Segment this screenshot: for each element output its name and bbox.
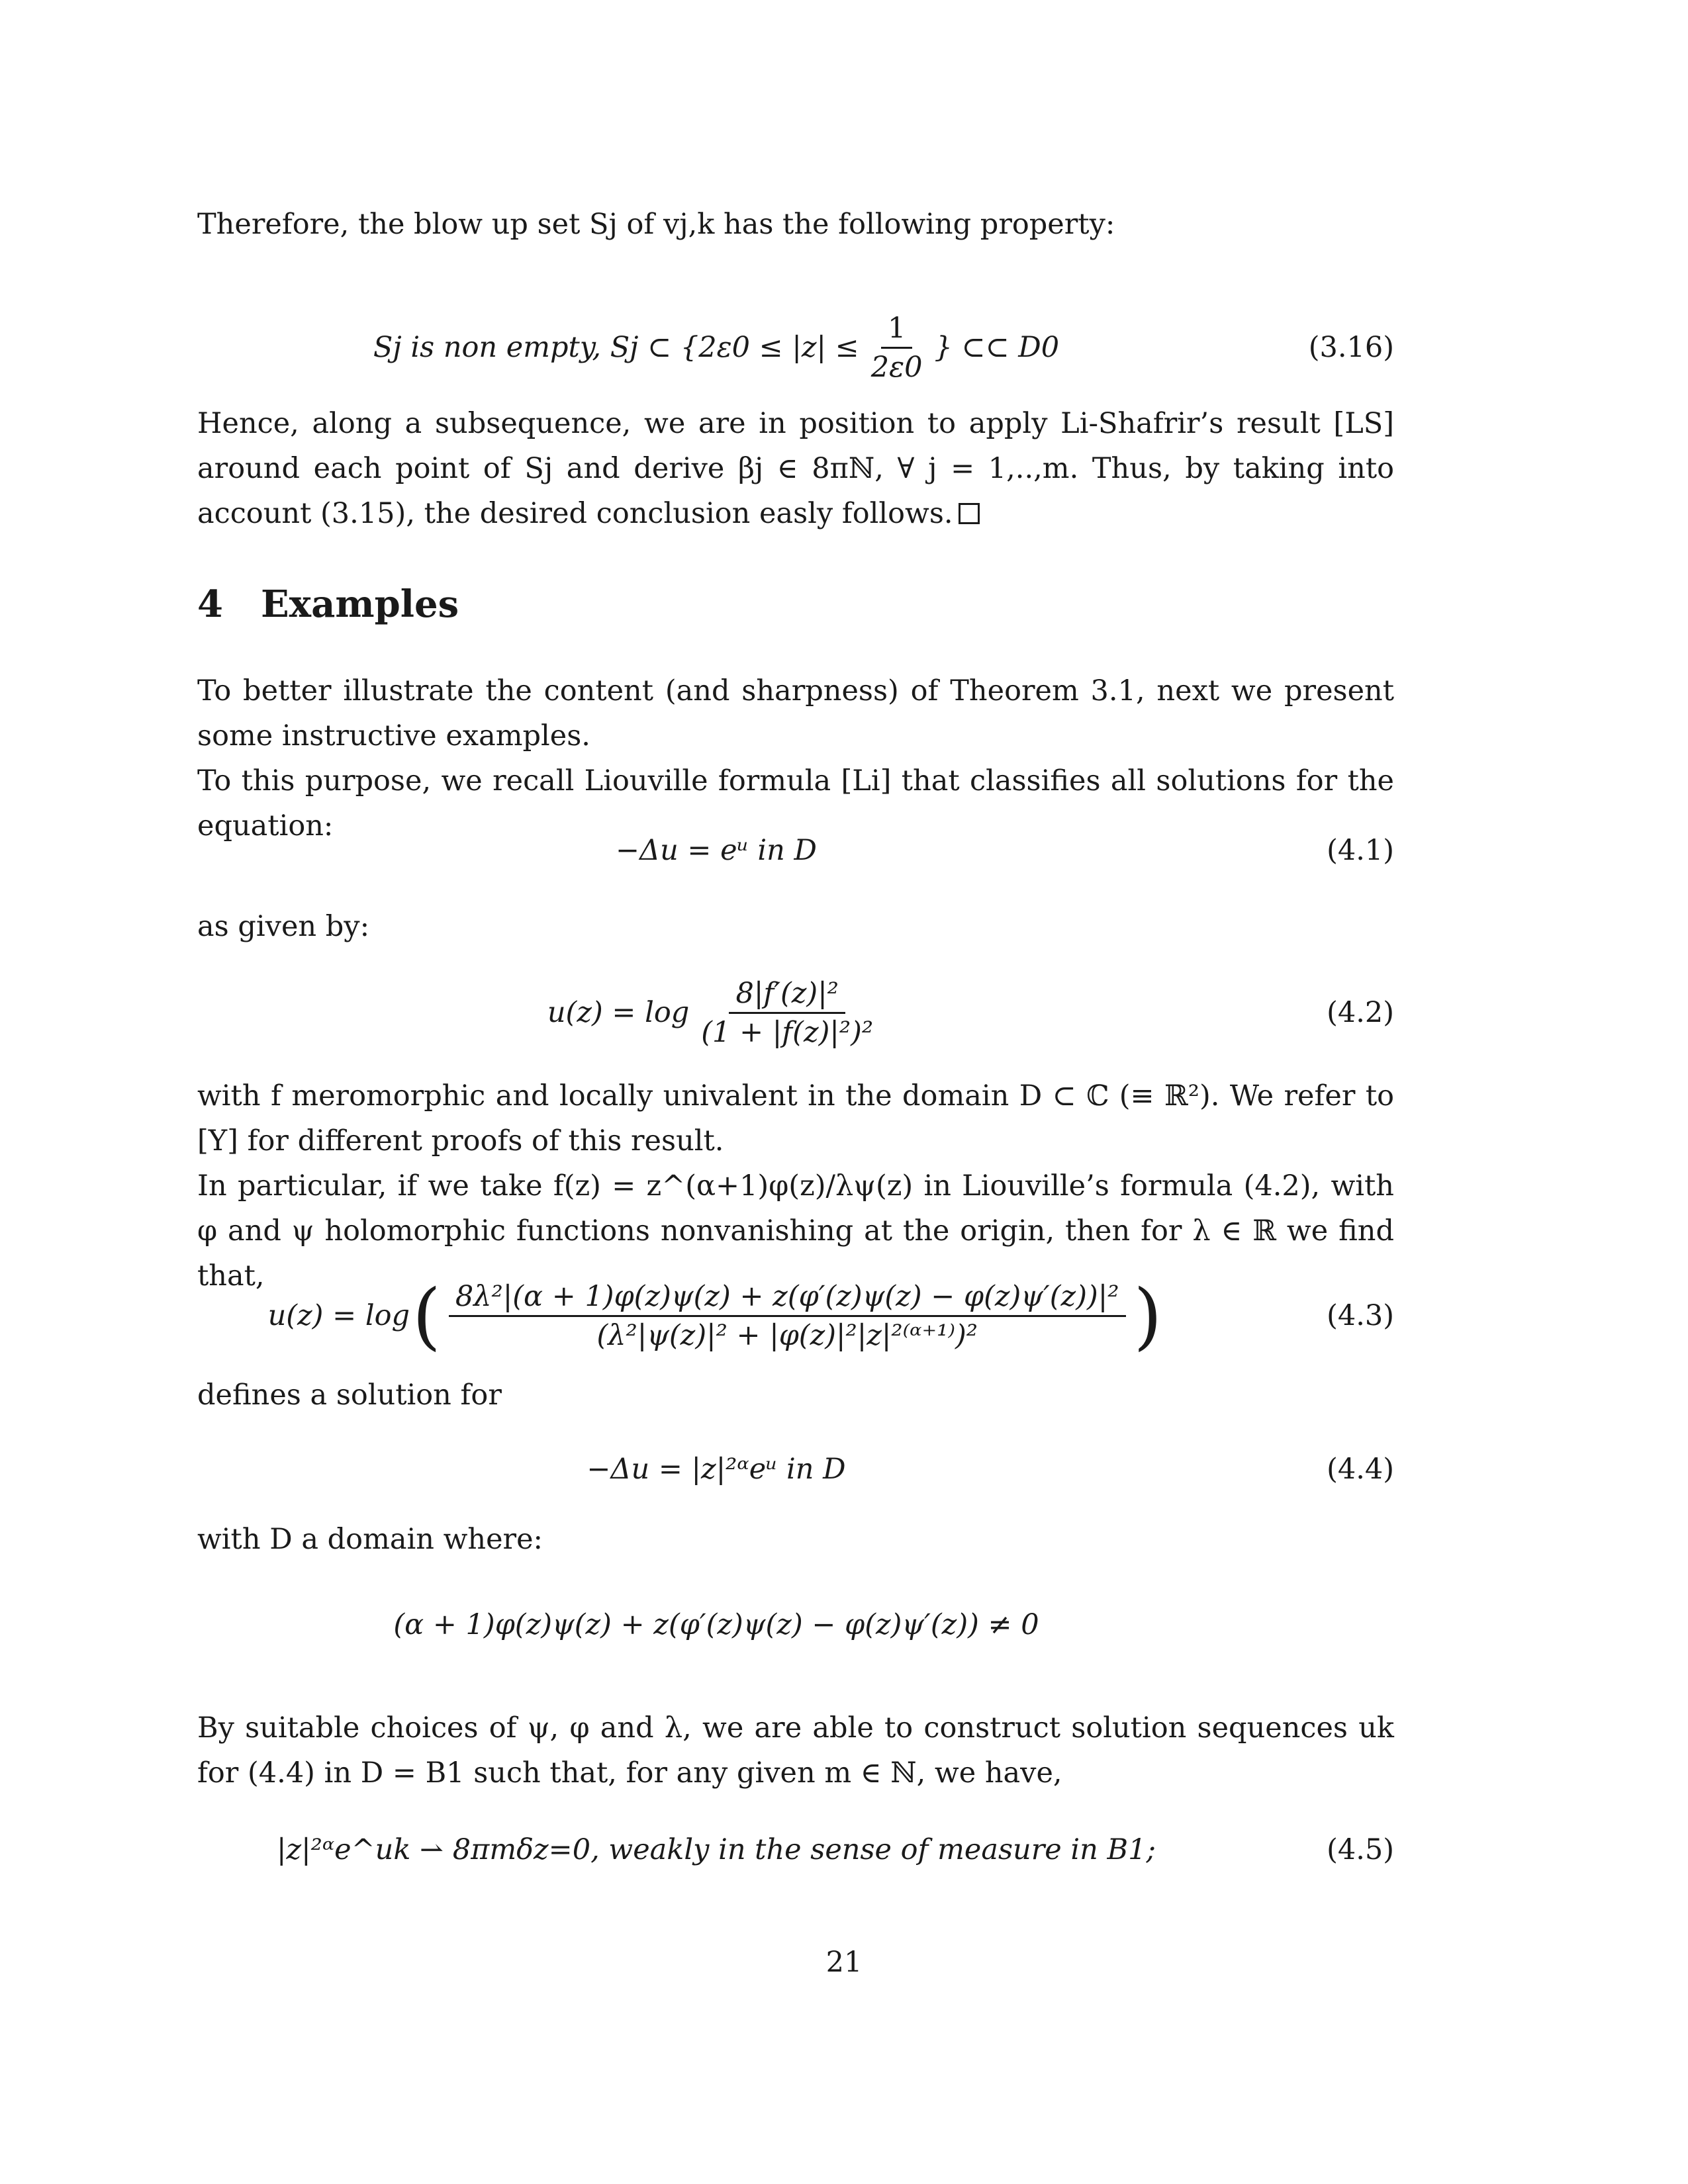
paragraph-meromorphic: with f meromorphic and locally univalent in the domain D ⊂ ℂ (≡ ℝ²). We refer to [Y] for different proofs of this result. [197, 1079, 1394, 1158]
equation-fraction [694, 978, 880, 1048]
equation-4-3 [197, 1263, 1394, 1369]
page-number: 21 [825, 1946, 863, 1979]
paragraph-in-particular: In particular, if we take f(z) = z^(α+1)φ(z)/λψ(z) in Liouville’s formula (4.2), with φ and ψ holomorphic functions nonvanishing at the origin, then for λ ∈ ℝ we find that, [197, 1169, 1394, 1293]
equation-unnumbered [197, 1588, 1394, 1661]
equation-4-4 [197, 1433, 1394, 1506]
section-title: Examples [261, 582, 459, 626]
fraction-numerator: 8λ²|(α + 1)φ(z)ψ(z) + z(φ′(z)ψ(z) − φ(z)ψ′(z))|² [449, 1281, 1126, 1317]
equation-4-5 [197, 1813, 1394, 1886]
equation-number: (4.4) [1327, 1453, 1394, 1486]
equation-number: (4.1) [1327, 834, 1394, 867]
qed-box-icon [959, 503, 980, 524]
paragraph-as-given: as given by: [197, 910, 370, 943]
fraction-numerator: 1 [881, 312, 912, 349]
paragraph-domain-where: with D a domain where: [197, 1523, 543, 1556]
equation-4-1 [197, 814, 1394, 887]
paragraph-text: Hence, along a subsequence, we are in position to apply Li-Shafrir’s result [LS] around each point of Sj and derive βj ∈ 8πℕ, ∀ j = 1,..,m. Thus, by taking into account (3.15), the desired conclusion easly follows. [197, 407, 1394, 530]
equation-lhs: u(z) = log [547, 996, 690, 1029]
paragraph-liouville: To this purpose, we recall Liouville formula [Li] that classifies all solutions for the equation: [197, 764, 1394, 842]
paragraph-blowup-set: Therefore, the blow up set Sj of vj,k has the following property: [197, 208, 1115, 241]
equation-body: −Δu = |z|²ᵅeᵘ in D [586, 1453, 846, 1486]
left-paren: ( [412, 1273, 441, 1358]
right-paren: ) [1133, 1273, 1162, 1358]
fraction-denominator: (λ²|ψ(z)|² + |φ(z)|²|z|²⁽ᵅ⁺¹⁾)² [596, 1318, 978, 1352]
equation-body: −Δu = eᵘ in D [615, 834, 817, 867]
paragraph-defines: defines a solution for [197, 1379, 502, 1412]
section-number: 4 [197, 582, 223, 626]
equation-fraction [449, 1281, 1126, 1351]
fraction-denominator: 2ε0 [870, 350, 923, 384]
paragraph-suitable-choices: By suitable choices of ψ, φ and λ, we are able to construct solution sequences uk for (4.4) in D = B1 such that, for any given m ∈ ℕ, we have, [197, 1711, 1394, 1790]
paragraph-illustrate: To better illustrate the content (and sharpness) of Theorem 3.1, next we present some instructive examples. [197, 674, 1394, 752]
equation-3-16 [197, 311, 1394, 384]
equation-fraction [865, 312, 929, 383]
equation-number: (3.16) [1308, 331, 1394, 364]
equation-rhs: } ⊂⊂ D0 [934, 331, 1060, 364]
equation-body: (α + 1)φ(z)ψ(z) + z(φ′(z)ψ(z) − φ(z)ψ′(z)) ≠ 0 [393, 1608, 1039, 1641]
paragraph-li-shafrir [197, 401, 1394, 536]
section-heading [197, 582, 459, 626]
fraction-denominator: (1 + |f(z)|²)² [701, 1015, 874, 1049]
equation-number: (4.5) [1327, 1833, 1394, 1866]
equation-body [197, 1263, 1235, 1369]
equation-4-2 [197, 966, 1394, 1059]
equation-lhs: u(z) = log [267, 1299, 410, 1332]
equation-body [197, 966, 1235, 1059]
equation-number: (4.3) [1327, 1299, 1394, 1332]
equation-lhs: Sj is non empty, Sj ⊂ {2ε0 ≤ |z| ≤ [373, 331, 859, 364]
fraction-numerator: 8|f′(z)|² [729, 978, 845, 1014]
equation-number: (4.2) [1327, 996, 1394, 1029]
equation-body [197, 311, 1235, 384]
equation-body: |z|²ᵅe^uk ⇀ 8πmδz=0, weakly in the sense of measure in B1; [277, 1833, 1156, 1866]
